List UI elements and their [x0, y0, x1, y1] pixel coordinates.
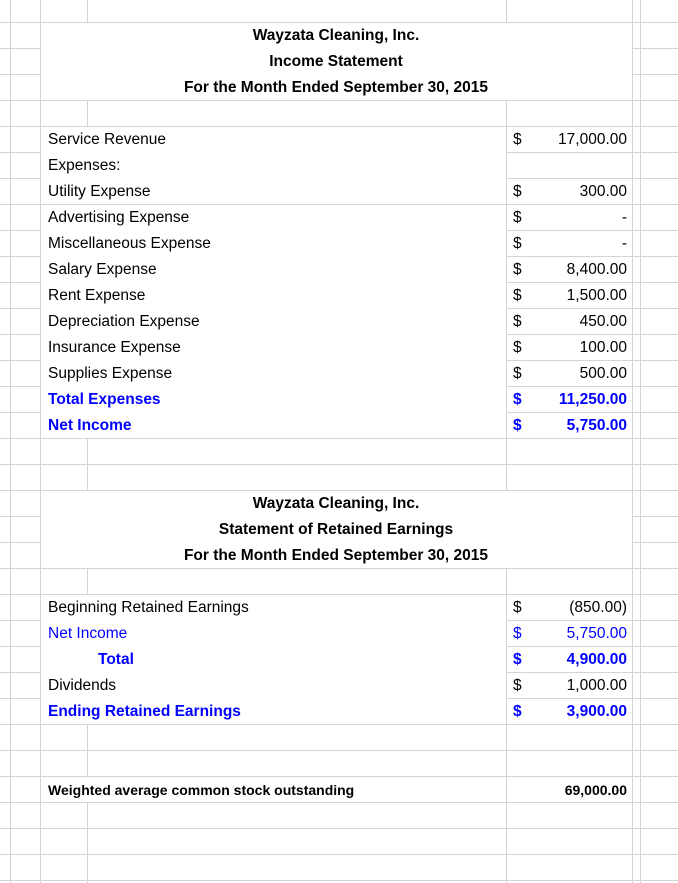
ending-retained-earnings-label: Ending Retained Earnings: [48, 703, 241, 720]
expense-dollar: $: [513, 183, 522, 200]
expense-amount: 300.00: [579, 183, 627, 200]
re-net-income-dollar: $: [513, 625, 522, 642]
expenses-label: Expenses:: [48, 157, 121, 174]
dividends-label: Dividends: [48, 677, 117, 694]
expense-amount: -: [621, 235, 627, 252]
expense-label: Supplies Expense: [48, 365, 173, 382]
expense-label: Rent Expense: [48, 287, 146, 304]
income-statement-company: Wayzata Cleaning, Inc.: [252, 27, 420, 44]
grid-row-line: [0, 880, 678, 881]
ending-retained-earnings-dollar: $: [513, 703, 522, 720]
expense-dollar: $: [513, 209, 522, 226]
retained-earnings-title: Statement of Retained Earnings: [218, 521, 454, 538]
expense-amount: 450.00: [579, 313, 627, 330]
expense-label: Depreciation Expense: [48, 313, 200, 330]
expense-amount: 100.00: [579, 339, 627, 356]
beginning-retained-earnings-dollar: $: [513, 599, 522, 616]
expense-amount: 1,500.00: [566, 287, 627, 304]
re-net-income-label: Net Income: [48, 625, 128, 642]
expense-dollar: $: [513, 261, 522, 278]
expense-dollar: $: [513, 287, 522, 304]
expense-dollar: $: [513, 313, 522, 330]
income-statement-title: Income Statement: [269, 53, 403, 70]
retained-earnings-period: For the Month Ended September 30, 2015: [183, 547, 489, 564]
grid-row-line: [0, 464, 678, 465]
expense-amount: 8,400.00: [566, 261, 627, 278]
re-net-income-amount: 5,750.00: [566, 625, 627, 642]
service-revenue-dollar: $: [513, 131, 522, 148]
beginning-retained-earnings-amount: (850.00): [569, 599, 627, 616]
expense-amount: 500.00: [579, 365, 627, 382]
expense-dollar: $: [513, 365, 522, 382]
expense-label: Insurance Expense: [48, 339, 181, 356]
expense-label: Advertising Expense: [48, 209, 190, 226]
re-total-label: Total: [98, 651, 134, 668]
dividends-dollar: $: [513, 677, 522, 694]
service-revenue-label: Service Revenue: [48, 131, 167, 148]
income-statement-period: For the Month Ended September 30, 2015: [183, 79, 489, 96]
retained-earnings-company: Wayzata Cleaning, Inc.: [252, 495, 420, 512]
grid-row-line: [0, 854, 678, 855]
re-total-amount: 4,900.00: [566, 651, 627, 668]
re-total-dollar: $: [513, 651, 522, 668]
net-income-label: Net Income: [48, 417, 132, 434]
expense-dollar: $: [513, 235, 522, 252]
ending-retained-earnings-amount: 3,900.00: [566, 703, 627, 720]
net-income-amount: 5,750.00: [566, 417, 627, 434]
expense-amount: -: [621, 209, 627, 226]
grid-row-line: [0, 750, 678, 751]
dividends-amount: 1,000.00: [566, 677, 627, 694]
weighted-average-amount: 69,000.00: [564, 782, 627, 798]
total-expenses-label: Total Expenses: [48, 391, 161, 408]
beginning-retained-earnings-label: Beginning Retained Earnings: [48, 599, 249, 616]
expense-label: Miscellaneous Expense: [48, 235, 211, 252]
total-expenses-amount: 11,250.00: [558, 391, 627, 408]
service-revenue-amount: 17,000.00: [558, 131, 627, 148]
weighted-average-label: Weighted average common stock outstanding: [48, 782, 355, 798]
expense-dollar: $: [513, 339, 522, 356]
expense-label: Utility Expense: [48, 183, 151, 200]
grid-row-line: [0, 828, 678, 829]
expense-label: Salary Expense: [48, 261, 157, 278]
net-income-dollar: $: [513, 417, 522, 434]
total-expenses-dollar: $: [513, 391, 522, 408]
